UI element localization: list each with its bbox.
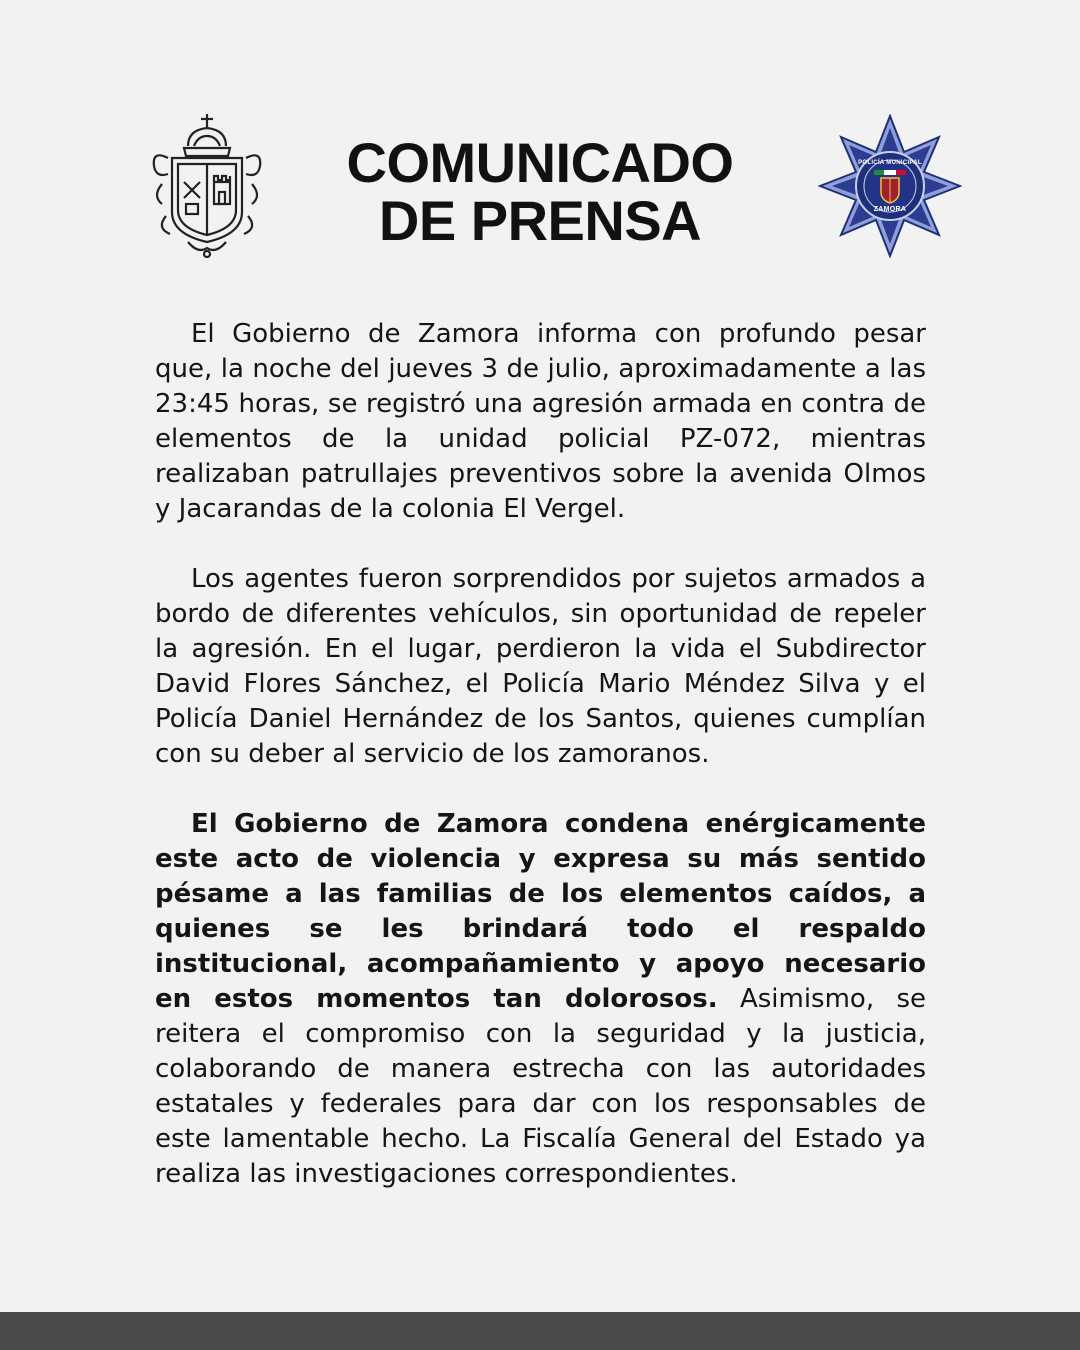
- paragraph-3-continuation: Asimismo, se reitera el compromiso con la seguridad y la justicia, colaborando de manera estrecha con las autoridades estatales y federales para dar con los responsables de este lamentable hecho. La Fiscalía General del Estado ya realiza las investigaciones correspondientes.: [155, 984, 926, 1189]
- badge-text-top: POLICÍA MUNICIPAL: [858, 160, 922, 166]
- policia-municipal-zamora-badge-icon: [818, 114, 962, 258]
- paragraph-1: El Gobierno de Zamora informa con profundo pesar que, la noche del jueves 3 de julio, aproximadamente a las 23:45 horas, se registró una agresión armada en contra de elementos de la unidad policial PZ-072, mientras realizaban patrullajes preventivos sobre la avenida Olmos y Jacarandas de la colonia El Vergel.: [155, 319, 926, 524]
- page-title: [300, 131, 780, 252]
- zamora-coat-of-arms-icon: [148, 112, 266, 258]
- title-line-2: DE PRENSA: [378, 189, 702, 252]
- press-release-body: [155, 317, 926, 1227]
- paragraph-2: Los agentes fueron sorprendidos por sujetos armados a bordo de diferentes vehículos, sin oportunidad de repeler la agresión. En el lugar, perdieron la vida el Subdirector David Flores Sánchez, el Policía Mario Méndez Silva y el Policía Daniel Hernández de los Santos, quienes cumplían con su deber al servicio de los zamoranos.: [155, 564, 926, 769]
- header: [0, 108, 1080, 268]
- footer-bar: [0, 1312, 1080, 1350]
- badge-text-bottom: ZAMORA: [873, 206, 907, 213]
- title-line-1: COMUNICADO: [346, 131, 734, 194]
- paragraph-3-bold-statement: El Gobierno de Zamora condena enérgicamente este acto de violencia y expresa su más sentido pésame a las familias de los elementos caídos, a quienes se les brindará todo el respaldo institucional, acompañamiento y apoyo necesario en estos momentos tan dolorosos.: [155, 809, 926, 1014]
- paragraph-3: [155, 807, 926, 1192]
